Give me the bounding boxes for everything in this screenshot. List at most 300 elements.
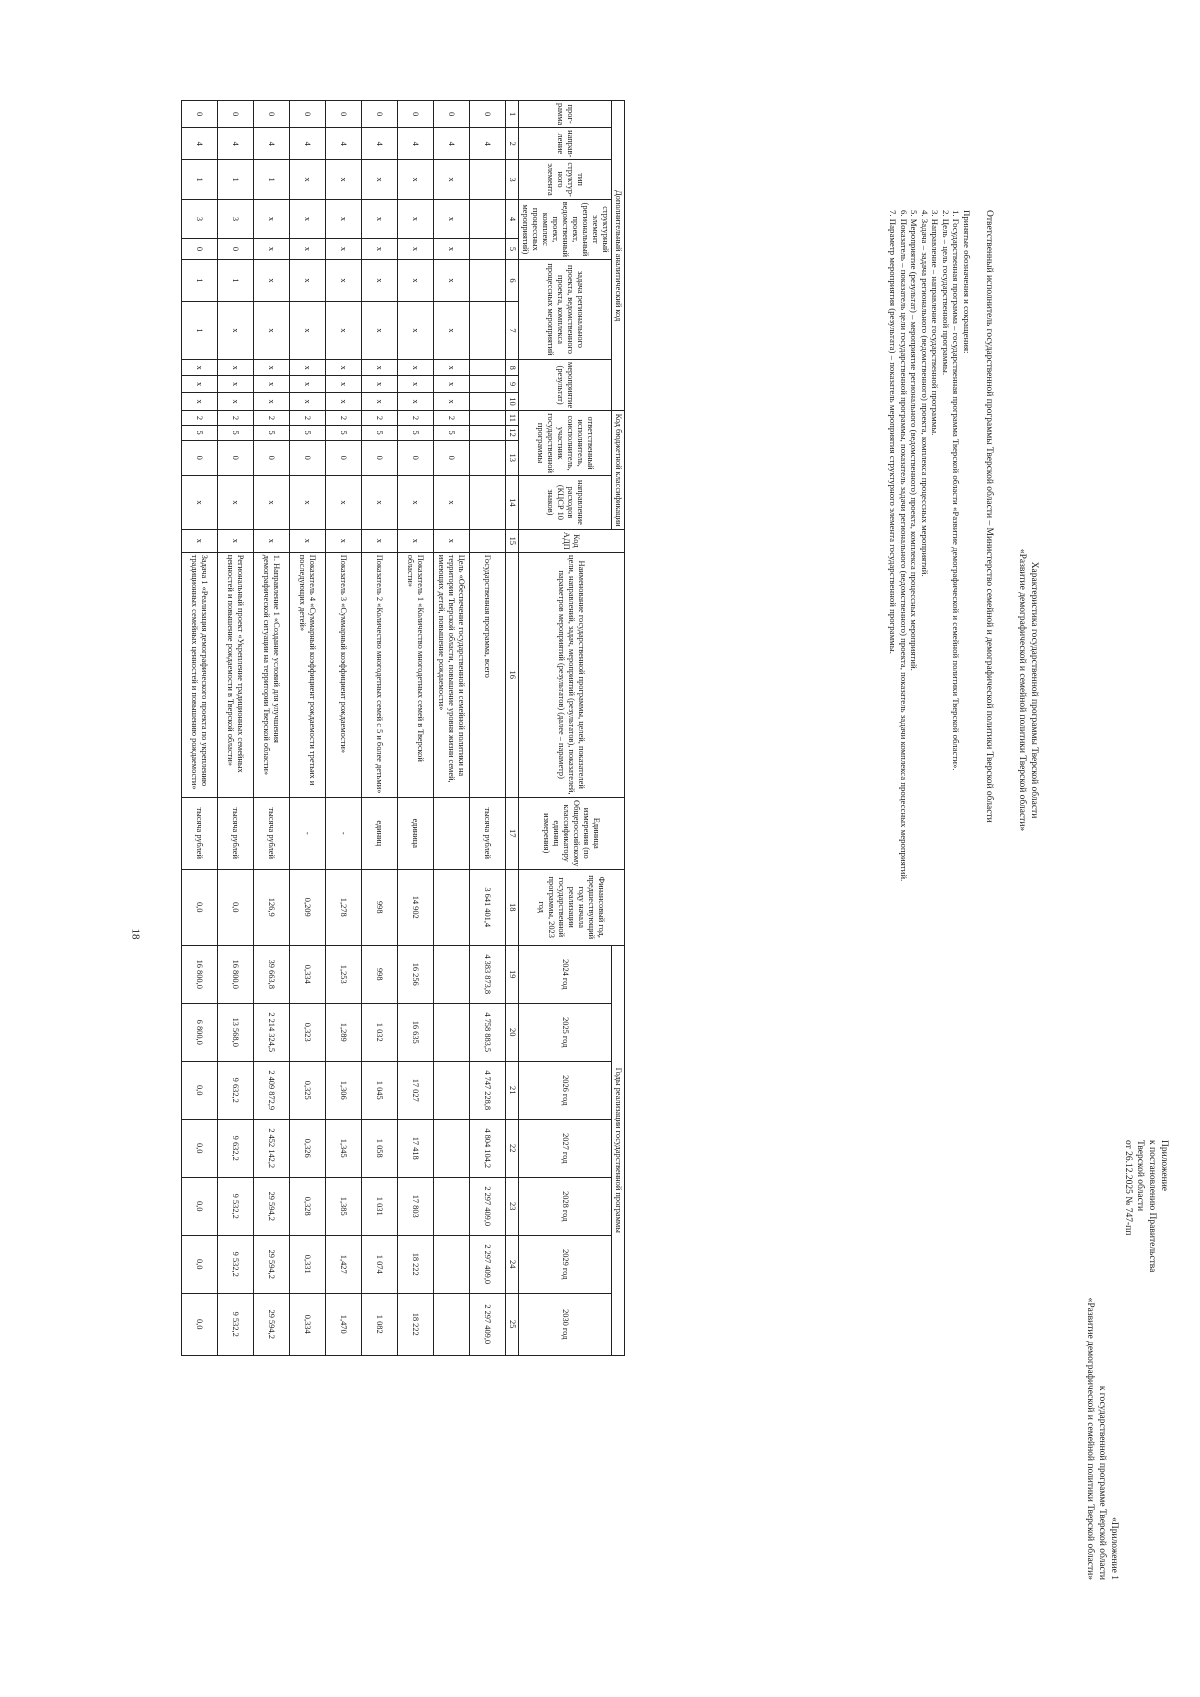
- table-cell: [434, 1003, 470, 1061]
- table-cell: х: [254, 475, 290, 529]
- table-cell: 1,278: [326, 869, 362, 945]
- abbreviation-item: 3. Направление – направление государственной программы.: [930, 210, 941, 436]
- table-cell: тысяча рублей: [254, 797, 290, 869]
- table-cell: 13 568,0: [218, 1003, 254, 1061]
- approval-line: от 26.12.2025 № 747-пп: [1123, 1140, 1133, 1236]
- table-cell: 0: [362, 101, 398, 128]
- table-cell: 0,328: [290, 1177, 326, 1235]
- table-cell: 29 594,2: [254, 1235, 290, 1293]
- header-row-groups: [612, 101, 625, 1356]
- appendix-line: «Приложение 1: [1109, 1517, 1119, 1580]
- table-cell: х: [398, 199, 434, 238]
- table-cell: 998: [362, 945, 398, 1003]
- table-cell: тысяча рублей: [218, 797, 254, 869]
- table-cell: 4: [218, 128, 254, 160]
- header-adp: Код АДП: [519, 529, 625, 552]
- table-cell: х: [290, 359, 326, 375]
- table-cell: 3 641 401,4: [470, 869, 506, 945]
- table-cell: 1,345: [326, 1119, 362, 1177]
- table-cell: х: [434, 239, 470, 260]
- title-line-2: «Развитие демографической и семейной политики Тверской области»: [1017, 548, 1027, 832]
- table-cell: [434, 945, 470, 1003]
- header-task: задача регионального проекта, ведомственного проекта, комплекса процессных мероприятий: [519, 259, 612, 359]
- table-cell: х: [254, 529, 290, 552]
- table-row: [398, 101, 434, 1356]
- table-cell: х: [362, 376, 398, 392]
- table-cell: 29 594,2: [254, 1177, 290, 1235]
- table-cell: х: [434, 301, 470, 359]
- table-cell: х: [434, 529, 470, 552]
- table-cell: 0,0: [182, 1119, 218, 1177]
- table-cell: 2 297 409,0: [470, 1293, 506, 1355]
- table-cell: 16 635: [398, 1003, 434, 1061]
- header-fin-year: Финансовый год, предшествующий году начала реализации государственной программы, 2023 год: [519, 869, 625, 945]
- table-cell: 4: [470, 128, 506, 160]
- column-number-cell: 12: [506, 425, 519, 440]
- abbreviation-item: 5. Мероприятие (результат) – мероприятие регионального (ведомственного) проекта, комплекса процессных мероприятий.: [909, 210, 920, 671]
- table-cell: тысяча рублей: [182, 797, 218, 869]
- column-number-cell: 25: [506, 1293, 519, 1355]
- table-row: [470, 101, 506, 1356]
- table-body: [182, 101, 506, 1356]
- table-cell: [434, 1293, 470, 1355]
- column-number-cell: 13: [506, 440, 519, 475]
- table-cell: 0: [218, 239, 254, 260]
- group-header-budget: Код бюджетной классификации: [612, 411, 625, 530]
- table-cell: 4: [290, 128, 326, 160]
- table-cell: х: [290, 259, 326, 301]
- table-cell: х: [326, 239, 362, 260]
- table-cell: 16 800,0: [218, 945, 254, 1003]
- table-cell: 1 031: [362, 1177, 398, 1235]
- table-cell: 0: [182, 440, 218, 475]
- header-2028: 2028 год: [519, 1177, 612, 1235]
- table-cell: 0: [218, 101, 254, 128]
- table-cell: 2: [182, 411, 218, 425]
- column-number-cell: 22: [506, 1119, 519, 1177]
- approval-line: Тверской области: [1135, 1140, 1145, 1212]
- column-number-cell: 2: [506, 128, 519, 160]
- table-cell: х: [398, 160, 434, 199]
- table-cell: х: [182, 475, 218, 529]
- table-cell: 0: [434, 440, 470, 475]
- table-cell: х: [362, 160, 398, 199]
- table-cell: 0,0: [182, 869, 218, 945]
- abbreviation-item: 6. Показатель – показатель цели государственной программы, показатель задачи регионального (ведомственного) проекта, показатель задачи комплекса процессных мероприятий.: [899, 210, 909, 882]
- column-number-cell: 9: [506, 376, 519, 392]
- header-dir: направление расходов (КЦСР 10 знаков): [519, 475, 612, 529]
- table-cell: 2 214 324,5: [254, 1003, 290, 1061]
- column-number-cell: 20: [506, 1003, 519, 1061]
- column-number-cell: 3: [506, 160, 519, 199]
- table-cell: 4 804 104,2: [470, 1119, 506, 1177]
- table-cell: 4: [326, 128, 362, 160]
- table-cell: х: [218, 376, 254, 392]
- table-cell: 0,209: [290, 869, 326, 945]
- title-line-1: Характеристика государственной программы Тверской области: [1029, 561, 1039, 819]
- table-cell: х: [290, 301, 326, 359]
- row-name-cell: Показатель 1 «Количество многодетных семей в Тверской области»: [398, 552, 434, 797]
- table-cell: х: [362, 239, 398, 260]
- table-cell: тысяча рублей: [470, 797, 506, 869]
- table-cell: [434, 797, 470, 869]
- table-cell: 1 032: [362, 1003, 398, 1061]
- table-cell: 5: [326, 425, 362, 440]
- table-cell: 4 758 883,5: [470, 1003, 506, 1061]
- table-cell: [434, 869, 470, 945]
- table-cell: 1 058: [362, 1119, 398, 1177]
- table-cell: 0,331: [290, 1235, 326, 1293]
- row-name-cell: Показатель 4 «Суммарный коэффициент рождаемости третьих и последующих детей»: [290, 552, 326, 797]
- table-cell: х: [326, 376, 362, 392]
- table-cell: [434, 1061, 470, 1119]
- table-cell: 0,0: [182, 1177, 218, 1235]
- table-row: [362, 101, 398, 1356]
- table-cell: 0: [434, 101, 470, 128]
- table-cell: 0,334: [290, 1293, 326, 1355]
- table-cell: 4: [434, 128, 470, 160]
- table-cell: 16 800,0: [182, 945, 218, 1003]
- table-cell: х: [434, 160, 470, 199]
- table-cell: х: [398, 239, 434, 260]
- table-cell: -: [326, 797, 362, 869]
- table-cell: х: [398, 475, 434, 529]
- table-cell: 5: [290, 425, 326, 440]
- table-cell: [470, 475, 506, 529]
- table-cell: [470, 392, 506, 410]
- page-number: 18: [129, 928, 142, 940]
- appendix-line: «Развитие демографической и семейной политики Тверской области»: [1085, 1297, 1095, 1580]
- column-number-cell: 1: [506, 101, 519, 128]
- table-cell: х: [254, 376, 290, 392]
- characteristics-table: [181, 100, 625, 1356]
- column-number-cell: 5: [506, 239, 519, 260]
- row-name-cell: Задача 1 «Реализация демографического проекта по укреплению традиционных семейных ценностей и повышению рождаемости»: [182, 552, 218, 797]
- table-cell: 2: [218, 411, 254, 425]
- table-cell: х: [398, 259, 434, 301]
- table-cell: 0: [326, 101, 362, 128]
- header-napr: направ-ление: [519, 128, 612, 160]
- table-cell: [470, 529, 506, 552]
- column-number-cell: 18: [506, 869, 519, 945]
- table-cell: 0: [326, 440, 362, 475]
- table-cell: 9 532,2: [218, 1177, 254, 1235]
- table-cell: х: [362, 199, 398, 238]
- table-cell: 1: [218, 160, 254, 199]
- header-2029: 2029 год: [519, 1235, 612, 1293]
- table-cell: х: [254, 301, 290, 359]
- table-cell: 0: [290, 101, 326, 128]
- table-cell: 4: [362, 128, 398, 160]
- table-cell: х: [362, 392, 398, 410]
- table-cell: 18 222: [398, 1293, 434, 1355]
- table-cell: [470, 259, 506, 301]
- table-cell: х: [362, 301, 398, 359]
- table-cell: 4: [254, 128, 290, 160]
- table-cell: [470, 411, 506, 425]
- table-cell: 1,289: [326, 1003, 362, 1061]
- table-cell: 1 082: [362, 1293, 398, 1355]
- row-name-cell: Цель «Обеспечение государственной и семейной политики на территории Тверской области, повышение уровня жизни семей, имеющих детей, повышение рождаемости»: [434, 552, 470, 797]
- table-cell: х: [326, 199, 362, 238]
- table-cell: х: [218, 529, 254, 552]
- abbreviations: [888, 210, 972, 881]
- abbreviations-heading: Принятые обозначения и сокращения:: [962, 210, 972, 354]
- table-cell: х: [182, 376, 218, 392]
- column-number-cell: 11: [506, 411, 519, 425]
- table-cell: 9 632,2: [218, 1119, 254, 1177]
- table-cell: х: [218, 359, 254, 375]
- group-header-years: Годы реализации государственной программы: [612, 945, 625, 1355]
- table-cell: х: [362, 475, 398, 529]
- table-cell: 0: [470, 101, 506, 128]
- table-cell: х: [434, 376, 470, 392]
- table-cell: [470, 440, 506, 475]
- table-cell: 1: [182, 301, 218, 359]
- table-cell: 0: [182, 239, 218, 260]
- table-cell: 0,0: [182, 1235, 218, 1293]
- table-cell: 2: [254, 411, 290, 425]
- table-cell: 0,334: [290, 945, 326, 1003]
- table-cell: 5: [218, 425, 254, 440]
- table-cell: х: [362, 259, 398, 301]
- table-cell: 0,325: [290, 1061, 326, 1119]
- table-cell: [434, 1119, 470, 1177]
- table-cell: х: [326, 475, 362, 529]
- table-cell: х: [218, 392, 254, 410]
- row-name-cell: Региональный проект «Укрепление традиционных семейных ценностей и повышение рождаемости в Тверской области»: [218, 552, 254, 797]
- table-cell: 2: [434, 411, 470, 425]
- table-cell: 5: [362, 425, 398, 440]
- appendix-line: к государственной программе Тверской области: [1097, 1385, 1107, 1580]
- table-cell: х: [434, 359, 470, 375]
- table-cell: х: [398, 529, 434, 552]
- table-cell: х: [326, 259, 362, 301]
- table-cell: 1: [182, 259, 218, 301]
- table-row: [182, 101, 218, 1356]
- table-cell: х: [326, 301, 362, 359]
- table-cell: х: [218, 301, 254, 359]
- table-cell: 39 663,8: [254, 945, 290, 1003]
- abbreviation-item: 2. Цель – цель государственной программы.: [941, 210, 951, 376]
- table-cell: единиц: [362, 797, 398, 869]
- table-cell: единица: [398, 797, 434, 869]
- table-cell: 0: [254, 101, 290, 128]
- table-cell: 1: [254, 160, 290, 199]
- table-cell: 0: [362, 440, 398, 475]
- table-cell: 0: [218, 440, 254, 475]
- table-cell: 1: [218, 259, 254, 301]
- column-number-cell: 4: [506, 199, 519, 238]
- group-header-analytic: Дополнительный аналитический код: [612, 101, 625, 411]
- table-row: [290, 101, 326, 1356]
- table-cell: х: [398, 301, 434, 359]
- table-cell: 5: [254, 425, 290, 440]
- column-number-cell: 6: [506, 259, 519, 301]
- table-cell: 1,470: [326, 1293, 362, 1355]
- table-cell: х: [362, 529, 398, 552]
- table-cell: 0,326: [290, 1119, 326, 1177]
- table-cell: х: [434, 475, 470, 529]
- approval-line: Приложение: [1159, 1140, 1169, 1191]
- table-cell: 0: [290, 440, 326, 475]
- table-cell: 2 409 872,9: [254, 1061, 290, 1119]
- column-number-cell: 17: [506, 797, 519, 869]
- table-cell: 1 045: [362, 1061, 398, 1119]
- appendix-block: [1084, 1150, 1120, 1580]
- table-cell: 1,385: [326, 1177, 362, 1235]
- table-cell: х: [218, 475, 254, 529]
- table-row: [254, 101, 290, 1356]
- table-cell: 9 632,2: [218, 1061, 254, 1119]
- header-unit: Единица измерения (по Общероссийскому классификатору единиц измерения): [519, 797, 625, 869]
- table-cell: 1,306: [326, 1061, 362, 1119]
- header-2024: 2024 год: [519, 945, 612, 1003]
- table-cell: х: [290, 160, 326, 199]
- table-cell: х: [182, 529, 218, 552]
- table-cell: х: [254, 259, 290, 301]
- table-cell: х: [398, 376, 434, 392]
- table-cell: х: [434, 199, 470, 238]
- table-row: [218, 101, 254, 1356]
- table-cell: -: [290, 797, 326, 869]
- column-number-cell: 23: [506, 1177, 519, 1235]
- table-cell: х: [290, 239, 326, 260]
- table-cell: 5: [398, 425, 434, 440]
- table-cell: [470, 199, 506, 238]
- table-cell: х: [290, 475, 326, 529]
- table-cell: 14 902: [398, 869, 434, 945]
- abbreviation-item: 7. Параметр мероприятия (результата) – показатель мероприятия структурного элемента государственной программы.: [888, 210, 899, 654]
- table-cell: [470, 376, 506, 392]
- table-cell: 1 074: [362, 1235, 398, 1293]
- column-number-cell: 19: [506, 945, 519, 1003]
- table-cell: 1,253: [326, 945, 362, 1003]
- table-cell: 0: [254, 440, 290, 475]
- table-cell: 29 594,2: [254, 1293, 290, 1355]
- column-number-cell: 8: [506, 359, 519, 375]
- table-cell: 0,323: [290, 1003, 326, 1061]
- table-cell: 3: [218, 199, 254, 238]
- table-cell: х: [290, 392, 326, 410]
- table-cell: 3: [182, 199, 218, 238]
- table-cell: х: [398, 359, 434, 375]
- approval-block: [1122, 1140, 1170, 1272]
- table-cell: х: [254, 199, 290, 238]
- table-cell: [470, 301, 506, 359]
- table-cell: [434, 1235, 470, 1293]
- table-cell: 0,0: [218, 869, 254, 945]
- table-cell: 2 452 142,2: [254, 1119, 290, 1177]
- table-row: [434, 101, 470, 1356]
- table-cell: 1: [182, 160, 218, 199]
- table-cell: [470, 359, 506, 375]
- table-cell: [470, 239, 506, 260]
- table-row: [326, 101, 362, 1356]
- table-cell: 18 222: [398, 1235, 434, 1293]
- abbreviation-item: 4. Задача – задача регионального (ведомственного) проекта, комплекса процессных мероприятий.: [920, 210, 930, 577]
- column-number-cell: 7: [506, 301, 519, 359]
- table-cell: х: [290, 529, 326, 552]
- table-cell: 6 800,0: [182, 1003, 218, 1061]
- table-cell: 17 027: [398, 1061, 434, 1119]
- table-cell: 9 532,2: [218, 1235, 254, 1293]
- table-cell: х: [290, 376, 326, 392]
- table-cell: 2: [398, 411, 434, 425]
- table-cell: х: [254, 392, 290, 410]
- header-2026: 2026 год: [519, 1061, 612, 1119]
- column-number-cell: 21: [506, 1061, 519, 1119]
- header-2025: 2025 год: [519, 1003, 612, 1061]
- row-name-cell: Показатель 2 «Количество многодетных семей с 5 и более детьми»: [362, 552, 398, 797]
- column-number-row: [506, 101, 519, 1356]
- column-number-row-body: [506, 101, 519, 1356]
- table-cell: 0: [182, 101, 218, 128]
- table-cell: 17 803: [398, 1177, 434, 1235]
- row-name-cell: Показатель 3 «Суммарный коэффициент рождаемости»: [326, 552, 362, 797]
- table-cell: 4 747 228,8: [470, 1061, 506, 1119]
- row-name-cell: Государственная программа, всего: [470, 552, 506, 797]
- table-cell: х: [326, 359, 362, 375]
- table-cell: 4: [398, 128, 434, 160]
- table-cell: х: [290, 199, 326, 238]
- row-name-cell: 1. Направление 1 «Создание условий для улучшения демографической ситуации на территории Тверской области»: [254, 552, 290, 797]
- table-cell: 5: [434, 425, 470, 440]
- approval-line: к постановлению Правительства: [1147, 1140, 1157, 1273]
- table-cell: [470, 425, 506, 440]
- column-number-cell: 15: [506, 529, 519, 552]
- table-cell: 2 297 409,0: [470, 1177, 506, 1235]
- table-cell: х: [254, 239, 290, 260]
- table-cell: х: [434, 392, 470, 410]
- table-cell: 0,0: [182, 1061, 218, 1119]
- table-cell: 2 297 409,0: [470, 1235, 506, 1293]
- table-cell: 2: [290, 411, 326, 425]
- table-cell: х: [326, 529, 362, 552]
- table-cell: 0: [398, 101, 434, 128]
- column-number-cell: 14: [506, 475, 519, 529]
- table-cell: 0: [398, 440, 434, 475]
- table-cell: 17 418: [398, 1119, 434, 1177]
- table-cell: 0,0: [182, 1293, 218, 1355]
- table-cell: [434, 1177, 470, 1235]
- table-cell: [470, 160, 506, 199]
- table-cell: 2: [362, 411, 398, 425]
- table-cell: х: [398, 392, 434, 410]
- table-cell: 4 383 873,8: [470, 945, 506, 1003]
- table-cell: х: [254, 359, 290, 375]
- document-title: [1016, 330, 1040, 1050]
- table-cell: х: [434, 259, 470, 301]
- table-cell: х: [362, 359, 398, 375]
- table-cell: х: [326, 392, 362, 410]
- abbreviation-item: 1. Государственная программа – государственная программа Тверской области «Развитие демографической и семейной политики Тверской области».: [951, 210, 962, 771]
- table-cell: х: [182, 392, 218, 410]
- executor-text: Ответственный исполнитель государственной программы Тверской области – Министерство семейной и демографической политики Тверской области: [984, 210, 994, 823]
- header-2027: 2027 год: [519, 1119, 612, 1177]
- table-cell: 126,9: [254, 869, 290, 945]
- column-number-cell: 10: [506, 392, 519, 410]
- header-event: мероприятие (результат): [519, 359, 612, 410]
- table-cell: х: [326, 160, 362, 199]
- rotated-sheet: [50, 30, 1180, 1650]
- table-cell: 1,427: [326, 1235, 362, 1293]
- table-cell: 998: [362, 869, 398, 945]
- table-cell: 9 532,2: [218, 1293, 254, 1355]
- table-cell: 4: [182, 128, 218, 160]
- column-number-cell: 24: [506, 1235, 519, 1293]
- table-cell: х: [182, 359, 218, 375]
